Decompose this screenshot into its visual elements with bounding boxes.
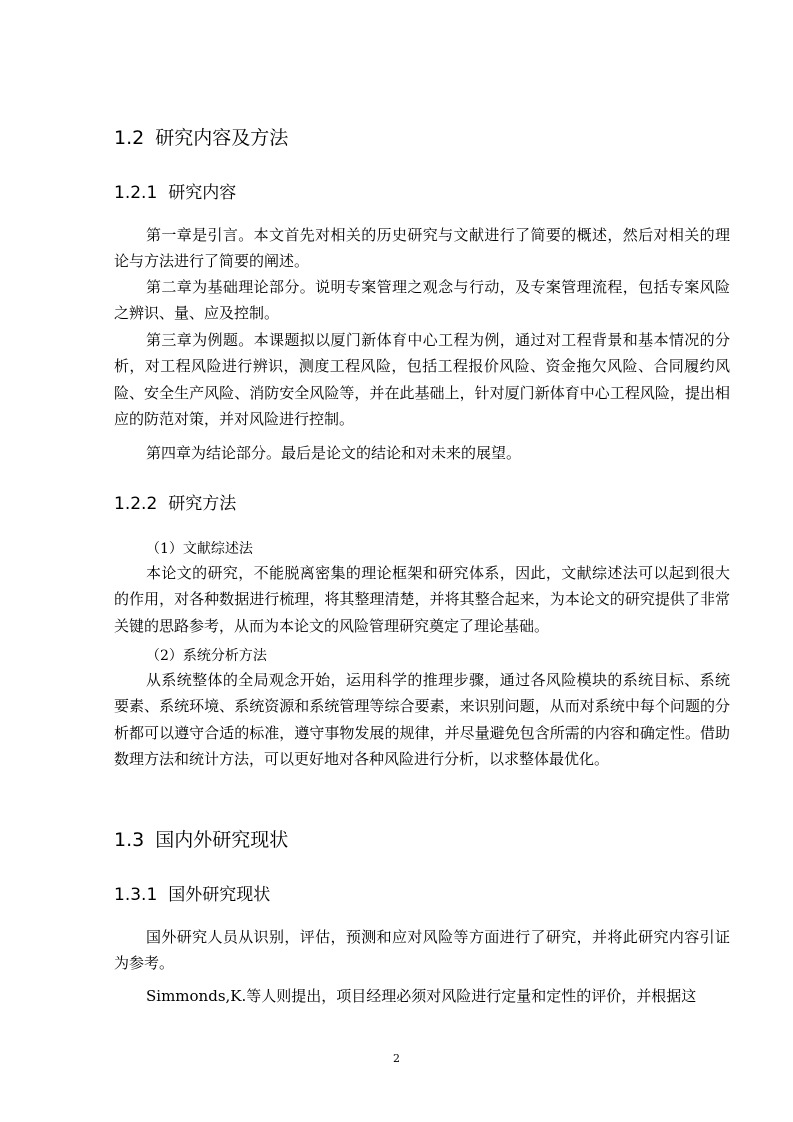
section-title: 国外研究现状 — [168, 885, 271, 905]
paragraph-chapter-2: 第二章为基础理论部分。说明专案管理之观念与行动，及专案管理流程，包括专案风险之辨识、量、应及控制。 — [114, 278, 730, 323]
section-heading-1-2 — [114, 123, 288, 150]
method-2-paragraph: 从系统整体的全局观念开始，运用科学的推理步骤，通过各风险模块的系统目标、系统要素、系统环境、系统资源和系统管理等综合要素，来识别问题，从而对系统中每个问题的分析都可以遵守合适的标准，遵守事物发展的规律，并尽量避免包含所需的内容和确定性。借助数理方法和统计方法，可以更好地对各种风险进行分析，以求整体最优化。 — [114, 671, 730, 769]
method-1-paragraph: 本论文的研究，不能脱离密集的理论框架和研究体系，因此，文献综述法可以起到很大的作用，对各种数据进行梳理，将其整理清楚，并将其整合起来，为本论文的研究提供了非常关键的思路参考，从而为本论文的风险管理研究奠定了理论基础。 — [114, 564, 730, 635]
section-number: 1.2.2 — [114, 494, 158, 514]
method-2-title: （2）系统分析方法 — [146, 648, 267, 664]
section-title: 研究内容 — [168, 183, 237, 203]
section-number: 1.3.1 — [114, 885, 158, 905]
foreign-research-paragraph: 国外研究人员从识别，评估，预测和应对风险等方面进行了研究，并将此研究内容引证为参考。 — [114, 928, 730, 973]
section-heading-1-2-1 — [114, 178, 236, 203]
paragraph-chapter-3: 第三章为例题。本课题拟以厦门新体育中心工程为例，通过对工程背景和基本情况的分析，对工程风险进行辨识，测度工程风险，包括工程报价风险、资金拖欠风险、合同履约风险、安全生产风险、消防安全风险等，并在此基础上，针对厦门新体育中心工程风险，提出相应的防范对策，并对风险进行控制。 — [114, 331, 730, 429]
simmonds-paragraph: Simmonds,K.等人则提出，项目经理必须对风险进行定量和定性的评价，并根据这 — [146, 987, 697, 1005]
section-heading-1-3-1 — [114, 880, 270, 905]
section-title: 国内外研究现状 — [155, 829, 289, 851]
section-number: 1.3 — [114, 829, 145, 851]
section-heading-1-2-2 — [114, 489, 236, 514]
section-title: 研究方法 — [168, 494, 237, 514]
section-number: 1.2.1 — [114, 183, 158, 203]
section-heading-1-3 — [114, 825, 288, 852]
section-number: 1.2 — [114, 127, 145, 149]
method-1-title: （1）文献综述法 — [146, 541, 253, 557]
section-title: 研究内容及方法 — [155, 127, 289, 149]
paragraph-chapter-4: 第四章为结论部分。最后是论文的结论和对未来的展望。 — [146, 444, 522, 462]
paragraph-chapter-1: 第一章是引言。本文首先对相关的历史研究与文献进行了简要的概述，然后对相关的理论与方法进行了简要的阐述。 — [114, 226, 730, 271]
page-number: 2 — [393, 1052, 400, 1065]
